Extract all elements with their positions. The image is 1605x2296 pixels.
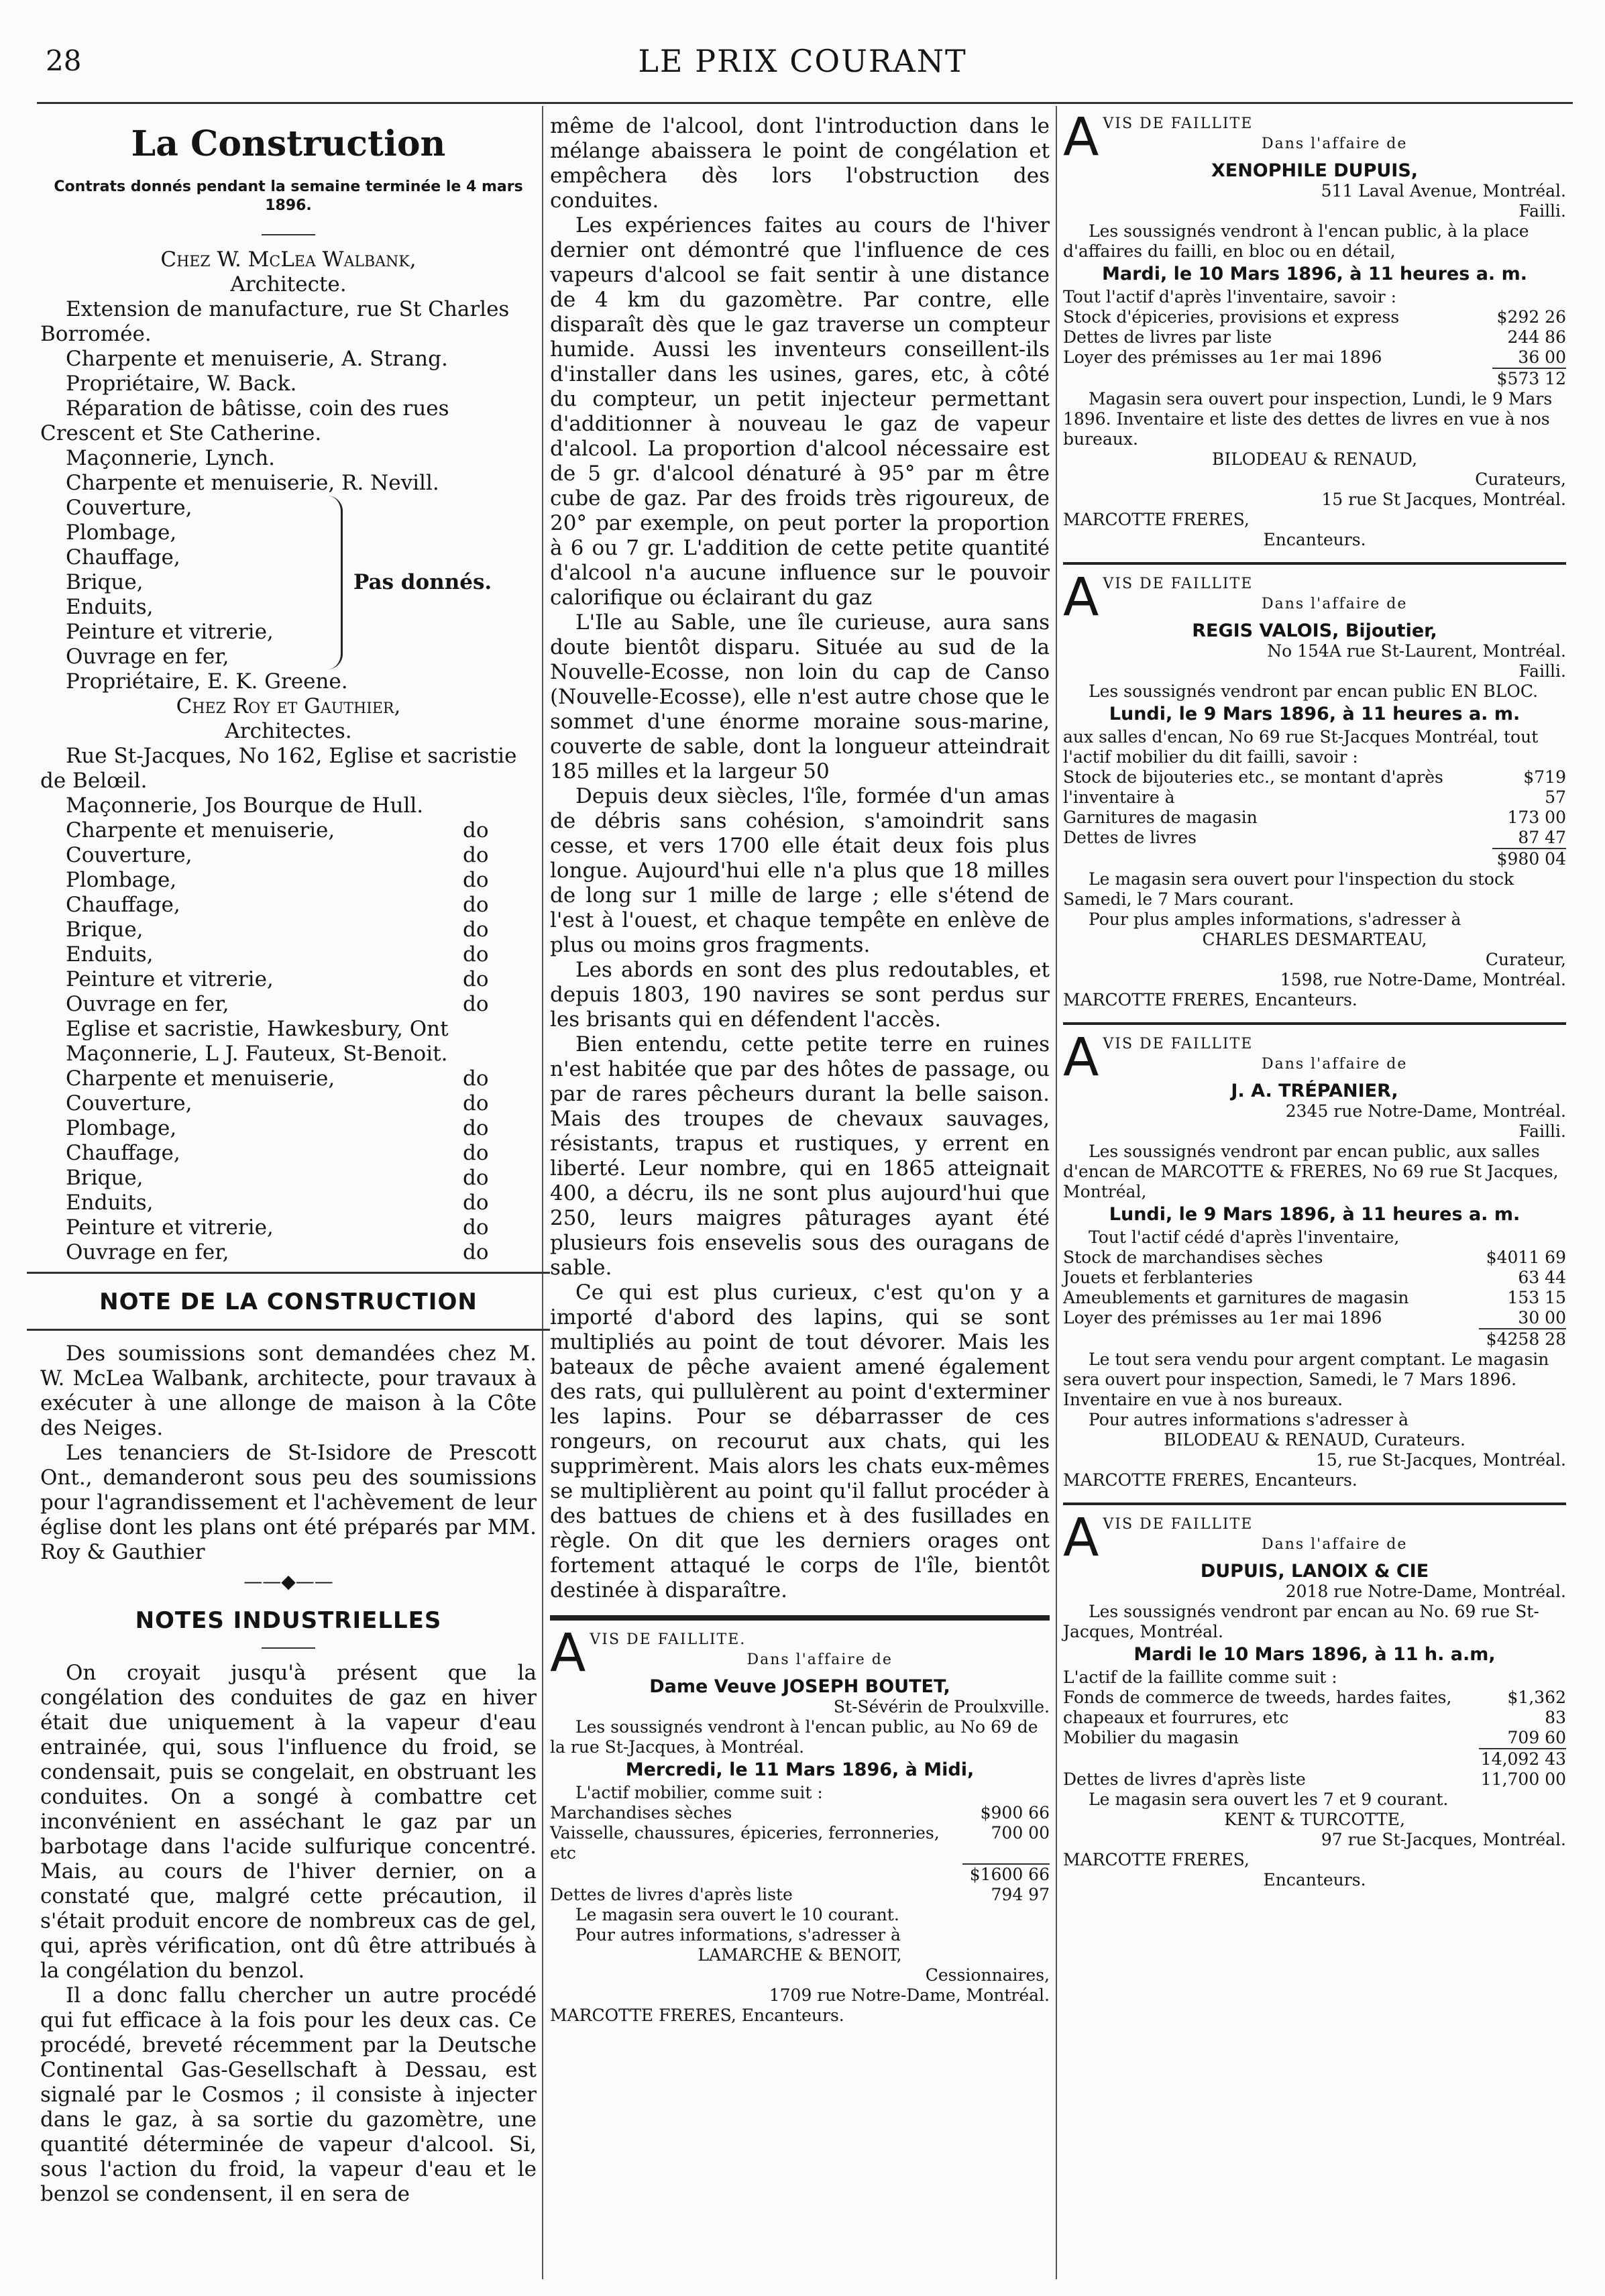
contract-lines bbox=[40, 794, 537, 1017]
bankruptcy-notice bbox=[1063, 567, 1566, 1010]
contract-row: Peinture et vitrerie, do bbox=[66, 967, 489, 991]
notice-header bbox=[550, 1623, 1050, 1684]
bankruptcy-notice bbox=[1063, 1028, 1566, 1490]
contract-row: Ouvrage en fer, do bbox=[66, 1240, 489, 1264]
trade-item: Brique, bbox=[66, 570, 144, 594]
paragraph: Bien entendu, cette petite terre en ruines n'est habitée que par des hôtes de passage, ou par de rares pêcheurs durant la belle saison. Mais des troupes de chevaux sauvages, résistants, trapus et rustiques, y errent en liberté. Leur nombre, qui en 1865 atteignait 400, a décru, ils ne sont plus aujourd'hui que 250, leurs maigres pâturages ayant été plusieurs fois ensevelis sous des ouragans de sable. bbox=[550, 1032, 1050, 1280]
contract-row: Chauffage, do bbox=[66, 893, 489, 917]
architect-name: Chez W. McLea Walbank, bbox=[160, 248, 417, 272]
notice-open: Le magasin sera ouvert les 7 et 9 courant. bbox=[1089, 1790, 1449, 1809]
bankrupt-name: REGIS VALOIS, Bijoutier, bbox=[1192, 620, 1437, 641]
notice-heading: VIS DE FAILLITE bbox=[1103, 115, 1254, 132]
bankrupt-address: 2345 rue Notre-Dame, Montréal. bbox=[1285, 1101, 1566, 1121]
asset-row: Jouets et ferblanteries 63 44 bbox=[1063, 1268, 1566, 1287]
paragraph: Les expériences faites au cours de l'hiver dernier ont démontré que l'influence de ces vapeurs d'alcool se fait sentir à une distance de 4 km du gazomètre. Par contre, elle disparaît dès que le gaz traverse un compteur humide. Aussi les inventeurs conseillent-ils d'installer dans les usines, gares, etc, à côté du compteur, un petit injecteur permettant d'additionner à nouveau le gaz de vapeur d'alcool. La proportion d'alcool nécessaire est de 5 gr. d'alcool dénaturé à 95° par m être cube de gaz. Par des froids très rigoureux, de 20° par exemple, on peut porter la proportion à 6 ou 7 gr. L'addition de cette petite quantité d'alcool n'a aucune influence sur le pouvoir calorifique ou éclairant du gaz bbox=[550, 213, 1050, 610]
asset-row: Loyer des prémisses au 1er mai 1896 36 00 bbox=[1063, 347, 1566, 367]
drop-cap: A bbox=[1063, 1028, 1099, 1088]
contract-row: Ouvrage en fer, do bbox=[66, 992, 489, 1016]
notice-subheading: Dans l'affaire de bbox=[1261, 596, 1408, 612]
curator-role: Cessionnaires, bbox=[925, 1965, 1050, 1985]
contract-row: Enduits, do bbox=[66, 942, 489, 967]
contract-row: Plombage, do bbox=[66, 868, 489, 892]
asset-row: Stock de bijouteries etc., se montant d'après l'inventaire à $719 57 bbox=[1063, 767, 1566, 807]
drop-cap: A bbox=[550, 1623, 586, 1684]
curator-address: 15, rue St-Jacques, Montréal. bbox=[1315, 1450, 1566, 1470]
notice-header bbox=[1063, 567, 1566, 628]
drop-cap: A bbox=[1063, 107, 1099, 168]
notice-body: Les soussignés vendront par encan public EN BLOC. bbox=[1089, 681, 1539, 701]
auctioneers: MARCOTTE FRERES, Encanteurs. bbox=[1063, 1470, 1358, 1490]
auctioneers: MARCOTTE FRERES, bbox=[1063, 510, 1250, 529]
trade-item: Ouvrage en fer, bbox=[66, 645, 229, 669]
asset-total: 14,092 43 bbox=[1479, 1748, 1566, 1769]
page-header bbox=[0, 39, 1605, 86]
sale-date: Lundi, le 9 Mars 1896, à 11 heures a. m. bbox=[1109, 704, 1520, 724]
notice-intro: L'actif mobilier, comme suit : bbox=[575, 1783, 823, 1802]
paragraph: Les tenanciers de St-Isidore de Prescott Ont., demanderont sous peu des soumissions pour l'agrandissement et l'achèvement de leur église dont les plans ont été préparés par MM. Roy & Gauthier bbox=[40, 1441, 537, 1564]
asset-row: Fonds de commerce de tweeds, hardes faites, chapeaux et fourrures, etc $1,362 83 bbox=[1063, 1688, 1566, 1727]
asset-row: Mobilier du magasin 709 60 bbox=[1063, 1728, 1566, 1747]
header-rule bbox=[37, 102, 1573, 104]
paragraph: L'Ile au Sable, une île curieuse, aura sans doute bientôt disparu. Située au sud de la Nouvelle-Ecosse, non loin du cap de Canso (Nouvelle-Ecosse), elle n'est autre chose que le sommet d'une énorme moraine sous-marine, couverte de sable, dont la longueur atteindrait 185 milles et la largeur 50 bbox=[550, 610, 1050, 783]
drop-cap: A bbox=[1063, 567, 1099, 628]
section-rule bbox=[27, 1272, 550, 1274]
architect-role: Architectes. bbox=[225, 719, 352, 743]
bankrupt-status: Failli. bbox=[1518, 201, 1566, 221]
trade-item: Peinture et vitrerie, bbox=[66, 620, 274, 644]
contract-row: Maçonnerie, Jos Bourque de Hull. bbox=[66, 794, 424, 818]
bankrupt-address: 2018 rue Notre-Dame, Montréal. bbox=[1285, 1582, 1566, 1601]
section-title-note: NOTE DE LA CONSTRUCTION bbox=[99, 1289, 478, 1315]
running-title: LE PRIX COURANT bbox=[638, 43, 967, 79]
paragraph: Des soumissions sont demandées chez M. W. McLea Walbank, architecte, pour travaux à exécuter à une allonge de maison à la Côte des Neiges. bbox=[40, 1342, 537, 1440]
contract-row: Enduits, do bbox=[66, 1191, 489, 1215]
bankruptcy-notice bbox=[550, 1623, 1050, 2026]
trade-group bbox=[40, 496, 537, 669]
notice-subheading: Dans l'affaire de bbox=[1261, 135, 1408, 152]
column-2 bbox=[550, 114, 1050, 2026]
asset-row: Loyer des prémisses au 1er mai 1896 30 00 bbox=[1063, 1308, 1566, 1327]
auctioneers-role: Encanteurs. bbox=[1263, 530, 1366, 549]
notice-subheading: Dans l'affaire de bbox=[1261, 1056, 1408, 1073]
curators: BILODEAU & RENAUD, bbox=[1211, 449, 1418, 469]
notice-subheading: Dans l'affaire de bbox=[1261, 1536, 1408, 1553]
bankrupt-name: Dame Veuve JOSEPH BOUTET, bbox=[649, 1676, 950, 1697]
bankrupt-name: DUPUIS, LANOIX & CIE bbox=[1200, 1561, 1429, 1582]
curator-role: Curateurs, bbox=[1475, 470, 1566, 489]
section-title-industrielles: NOTES INDUSTRIELLES bbox=[135, 1607, 442, 1634]
notice-rule bbox=[1063, 562, 1566, 565]
asset-row: Marchandises sèches $900 66 bbox=[550, 1803, 1050, 1822]
bankrupt-name: J. A. TRÉPANIER, bbox=[1231, 1081, 1398, 1101]
auctioneers: MARCOTTE FRERES, bbox=[1063, 1850, 1250, 1869]
bankruptcy-notice bbox=[1063, 107, 1566, 550]
notice-header bbox=[1063, 1508, 1566, 1568]
auctioneers: MARCOTTE FRERES, Encanteurs. bbox=[1063, 990, 1358, 1009]
notice-info: Pour autres informations s'adresser à bbox=[1089, 1410, 1408, 1429]
asset-total: $4258 28 bbox=[1479, 1328, 1566, 1350]
notice-rule bbox=[1063, 1022, 1566, 1025]
column-1 bbox=[40, 114, 537, 2207]
curators: KENT & TURCOTTE, bbox=[1224, 1810, 1405, 1829]
notice-open: Le magasin sera ouvert pour l'inspection du stock Samedi, le 7 Mars courant. bbox=[1063, 869, 1514, 909]
notice-heading: VIS DE FAILLITE bbox=[1103, 1516, 1254, 1533]
section-title-construction: La Construction bbox=[131, 123, 446, 164]
bankruptcy-notice bbox=[1063, 1508, 1566, 1890]
section-rule bbox=[27, 1329, 550, 1331]
curator-address: 1598, rue Notre-Dame, Montréal. bbox=[1280, 970, 1566, 989]
notice-intro: Tout l'actif d'après l'inventaire, savoir : bbox=[1063, 287, 1396, 307]
contract-row: Charpente et menuiserie, do bbox=[66, 818, 489, 842]
architect-name: Chez Roy et Gauthier, bbox=[176, 694, 401, 718]
contract-row: Brique, do bbox=[66, 1166, 489, 1190]
contract-row: Maçonnerie, L J. Fauteux, St-Benoit. bbox=[66, 1042, 448, 1066]
contract-row: Charpente et menuiserie, do bbox=[66, 1067, 489, 1091]
notice-intro: L'actif de la faillite comme suit : bbox=[1063, 1668, 1337, 1687]
notice-intro: Tout l'actif cédé d'après l'inventaire, bbox=[1089, 1227, 1400, 1247]
notice-heading: VIS DE FAILLITE bbox=[1103, 1036, 1254, 1052]
contract-line: Charpente et menuiserie, A. Strang. bbox=[66, 347, 448, 371]
ornament-divider: ——◆—— bbox=[243, 1570, 333, 1592]
contract-title: Réparation de bâtisse, coin des rues Crescent et Ste Catherine. bbox=[40, 396, 449, 445]
notice-intro: aux salles d'encan, No 69 rue St-Jacques Montréal, tout l'actif mobilier du dit failli, savoir : bbox=[1063, 727, 1539, 767]
asset-row: Stock d'épiceries, provisions et express $292 26 bbox=[1063, 307, 1566, 327]
paragraph: Les abords en sont des plus redoutables, et depuis 1803, 190 navires se sont perdus sur les brisants qui en défendent l'accès. bbox=[550, 958, 1050, 1032]
paragraph: même de l'alcool, dont l'introduction dans le mélange abaissera le point de congélation et empêchera dès lors l'obstruction des conduites. bbox=[550, 114, 1050, 213]
contract-title: Rue St-Jacques, No 162, Eglise et sacristie de Belœil. bbox=[40, 744, 517, 793]
notice-open: Magasin sera ouvert pour inspection, Lundi, le 9 Mars 1896. Inventaire et liste des dettes de livres en vue à nos bureaux. bbox=[1063, 389, 1553, 449]
curators: LAMARCHE & BENOIT, bbox=[698, 1945, 902, 1965]
column-divider-1 bbox=[542, 106, 543, 2279]
contract-title: Extension de manufacture, rue St Charles Borromée. bbox=[40, 297, 510, 346]
sale-date: Lundi, le 9 Mars 1896, à 11 heures a. m. bbox=[1109, 1204, 1520, 1225]
notice-body: Les soussignés vendront à l'encan public, à la place d'affaires du failli, en bloc ou en détail, bbox=[1063, 221, 1529, 261]
notice-body: Les soussignés vendront par encan public, aux salles d'encan de MARCOTTE & FRERES, No 69 rue St Jacques, Montréal, bbox=[1063, 1142, 1559, 1201]
bankrupt-status: Failli. bbox=[1518, 1122, 1566, 1141]
asset-total: $980 04 bbox=[1492, 848, 1566, 869]
notice-subheading: Dans l'affaire de bbox=[746, 1651, 893, 1668]
paragraph: Il a donc fallu chercher un autre procédé qui fut efficace à la fois pour les deux cas. Ce procédé, breveté récemment par la Deutsche Continental Gas-Gesellschaft à Dessau, est signalé par le Cosmos ; il consiste à injecter dans le gaz, à sa sortie du gazomètre, une quantité déterminée de vapeur d'alcool. Si, sous l'action du froid, la vapeur d'eau et le benzol se condensent, il en sera de bbox=[40, 1983, 537, 2206]
sale-date: Mardi le 10 Mars 1896, à 11 h. a.m, bbox=[1133, 1644, 1496, 1665]
auctioneers: MARCOTTE FRERES, Encanteurs. bbox=[550, 2006, 844, 2025]
paragraph: Depuis deux siècles, l'île, formée d'un amas de débris sans cohésion, s'amoindrit sans cesse, et vers 1700 elle était deux fois plus longue. Aujourd'hui elle n'a plus que 18 milles de long sur 1 mille de large ; elle s'étend de l'est à l'ouest, et chaque tempête en enlève de plus ou moins gros fragments. bbox=[550, 784, 1050, 957]
asset-total: $1600 66 bbox=[962, 1863, 1050, 1885]
debt-row: Dettes de livres d'après liste 794 97 bbox=[550, 1885, 1050, 1904]
asset-row: Garnitures de magasin 173 00 bbox=[1063, 808, 1566, 827]
contract-title: Eglise et sacristie, Hawkesbury, Ont bbox=[66, 1017, 449, 1041]
divider bbox=[262, 234, 315, 235]
bankrupt-name: XENOPHILE DUPUIS, bbox=[1211, 160, 1419, 181]
architect-role: Architecte. bbox=[230, 272, 347, 296]
group-label: Pas donnés. bbox=[353, 570, 492, 594]
notice-open: Le tout sera vendu pour argent comptant. Le magasin sera ouvert pour inspection, Samedi, le 7 Mars 1896. Inventaire en vue à nos bureaux. bbox=[1063, 1350, 1549, 1409]
notice-info: Pour plus amples informations, s'adresser à bbox=[1089, 910, 1461, 929]
curator-address: 15 rue St Jacques, Montréal. bbox=[1321, 490, 1566, 509]
asset-total: $573 12 bbox=[1492, 368, 1566, 389]
trade-item: Enduits, bbox=[66, 595, 154, 619]
notice-body: Les soussignés vendront par encan au No. 69 rue St-Jacques, Montréal. bbox=[1063, 1602, 1539, 1641]
curators: CHARLES DESMARTEAU, bbox=[1202, 930, 1427, 949]
notice-rule bbox=[550, 1615, 1050, 1621]
asset-row: Vaisselle, chaussures, épiceries, ferronneries, etc 700 00 bbox=[550, 1823, 1050, 1863]
bankrupt-address: No 154A rue St-Laurent, Montréal. bbox=[1267, 641, 1566, 661]
contract-row: Chauffage, do bbox=[66, 1141, 489, 1165]
trade-item: Couverture, bbox=[66, 496, 192, 520]
drop-cap: A bbox=[1063, 1508, 1099, 1568]
paragraph: On croyait jusqu'à présent que la congélation des conduites de gaz en hiver était due uniquement à la vapeur d'eau entrainée, qui, sous l'influence du froid, se condensait, puis se congelait, en obstruant les conduites. On a songé à combattre cet inconvénient en asséchant le gaz par un barbotage dans l'acide sulfurique concentré. Mais, au cours de l'hiver dernier, on a constaté que, malgré cette précaution, il s'était produit encore de nombreux cas de gel, qui, après vérification, ont dû être attribués à la congélation du benzol. bbox=[40, 1661, 537, 1983]
asset-row: Ameublements et garnitures de magasin 153 15 bbox=[1063, 1288, 1566, 1307]
contract-line: Maçonnerie, Lynch. bbox=[66, 446, 276, 470]
contract-lines bbox=[40, 1042, 537, 1265]
bankrupt-status: Failli. bbox=[1518, 661, 1566, 681]
notice-header bbox=[1063, 107, 1566, 168]
notice-rule bbox=[1063, 1502, 1566, 1505]
asset-row: Stock de marchandises sèches $4011 69 bbox=[1063, 1248, 1566, 1267]
notice-heading: VIS DE FAILLITE bbox=[1103, 576, 1254, 592]
asset-row: Dettes de livres 87 47 bbox=[1063, 828, 1566, 847]
sale-date: Mardi, le 10 Mars 1896, à 11 heures a. m. bbox=[1102, 264, 1527, 284]
asset-row: Dettes de livres par liste 244 86 bbox=[1063, 327, 1566, 347]
curator-role: Curateur, bbox=[1485, 950, 1566, 969]
trade-list bbox=[66, 496, 327, 669]
contract-row: Couverture, do bbox=[66, 843, 489, 867]
auctioneers-role: Encanteurs. bbox=[1263, 1870, 1366, 1890]
notice-heading: VIS DE FAILLITE. bbox=[590, 1631, 746, 1648]
section-subtitle: Contrats donnés pendant la semaine terminée le 4 mars 1896. bbox=[54, 178, 523, 214]
trade-item: Chauffage, bbox=[66, 545, 180, 569]
contract-row: Plombage, do bbox=[66, 1116, 489, 1140]
curator-address: 1709 rue Notre-Dame, Montréal. bbox=[769, 1985, 1050, 2005]
notice-body: Les soussignés vendront à l'encan public, au No 69 de la rue St-Jacques, à Montréal. bbox=[550, 1717, 1038, 1757]
contract-row: Couverture, do bbox=[66, 1091, 489, 1115]
contract-line: Propriétaire, W. Back. bbox=[66, 372, 297, 396]
bankrupt-address: 511 Laval Avenue, Montréal. bbox=[1321, 181, 1566, 201]
curators: BILODEAU & RENAUD, Curateurs. bbox=[1164, 1430, 1465, 1450]
page-number: 28 bbox=[46, 44, 82, 77]
trade-item: Plombage, bbox=[66, 521, 177, 545]
column-3 bbox=[1063, 107, 1566, 1890]
contract-line: Charpente et menuiserie, R. Nevill. bbox=[66, 471, 439, 495]
curator-address: 97 rue St-Jacques, Montréal. bbox=[1321, 1830, 1566, 1849]
divider bbox=[262, 1647, 315, 1649]
bankrupt-address: St-Sévérin de Proulxville. bbox=[833, 1697, 1050, 1716]
sale-date: Mercredi, le 11 Mars 1896, à Midi, bbox=[625, 1759, 975, 1780]
brace bbox=[327, 496, 343, 669]
notice-info: Pour autres informations, s'adresser à bbox=[575, 1925, 901, 1945]
paragraph: Ce qui est plus curieux, c'est qu'on y a importé d'abord des lapins, qui se sont multipliés au point de tout dévorer. Mais les bateaux de pêche avaient amené également des rats, qui pullulèrent au point d'exterminer les lapins. Pour se débarrasser de ces rongeurs, on recourut aux chats, qui les supprimèrent. Mais alors les chats eux-mêmes se multiplièrent au point qu'il fallut procéder à des battues de chiens et à des fusillades en règle. On dit que les derniers orages ont fortement attaqué le corps de l'île, bientôt destinée à disparaître. bbox=[550, 1280, 1050, 1602]
column-divider-2 bbox=[1056, 106, 1057, 2279]
debt-row: Dettes de livres d'après liste 11,700 00 bbox=[1063, 1769, 1566, 1789]
notice-header bbox=[1063, 1028, 1566, 1088]
contract-line: Propriétaire, E. K. Greene. bbox=[66, 669, 348, 694]
contract-row: Brique, do bbox=[66, 918, 489, 942]
contract-row: Peinture et vitrerie, do bbox=[66, 1215, 489, 1240]
notice-open: Le magasin sera ouvert le 10 courant. bbox=[575, 1905, 899, 1924]
